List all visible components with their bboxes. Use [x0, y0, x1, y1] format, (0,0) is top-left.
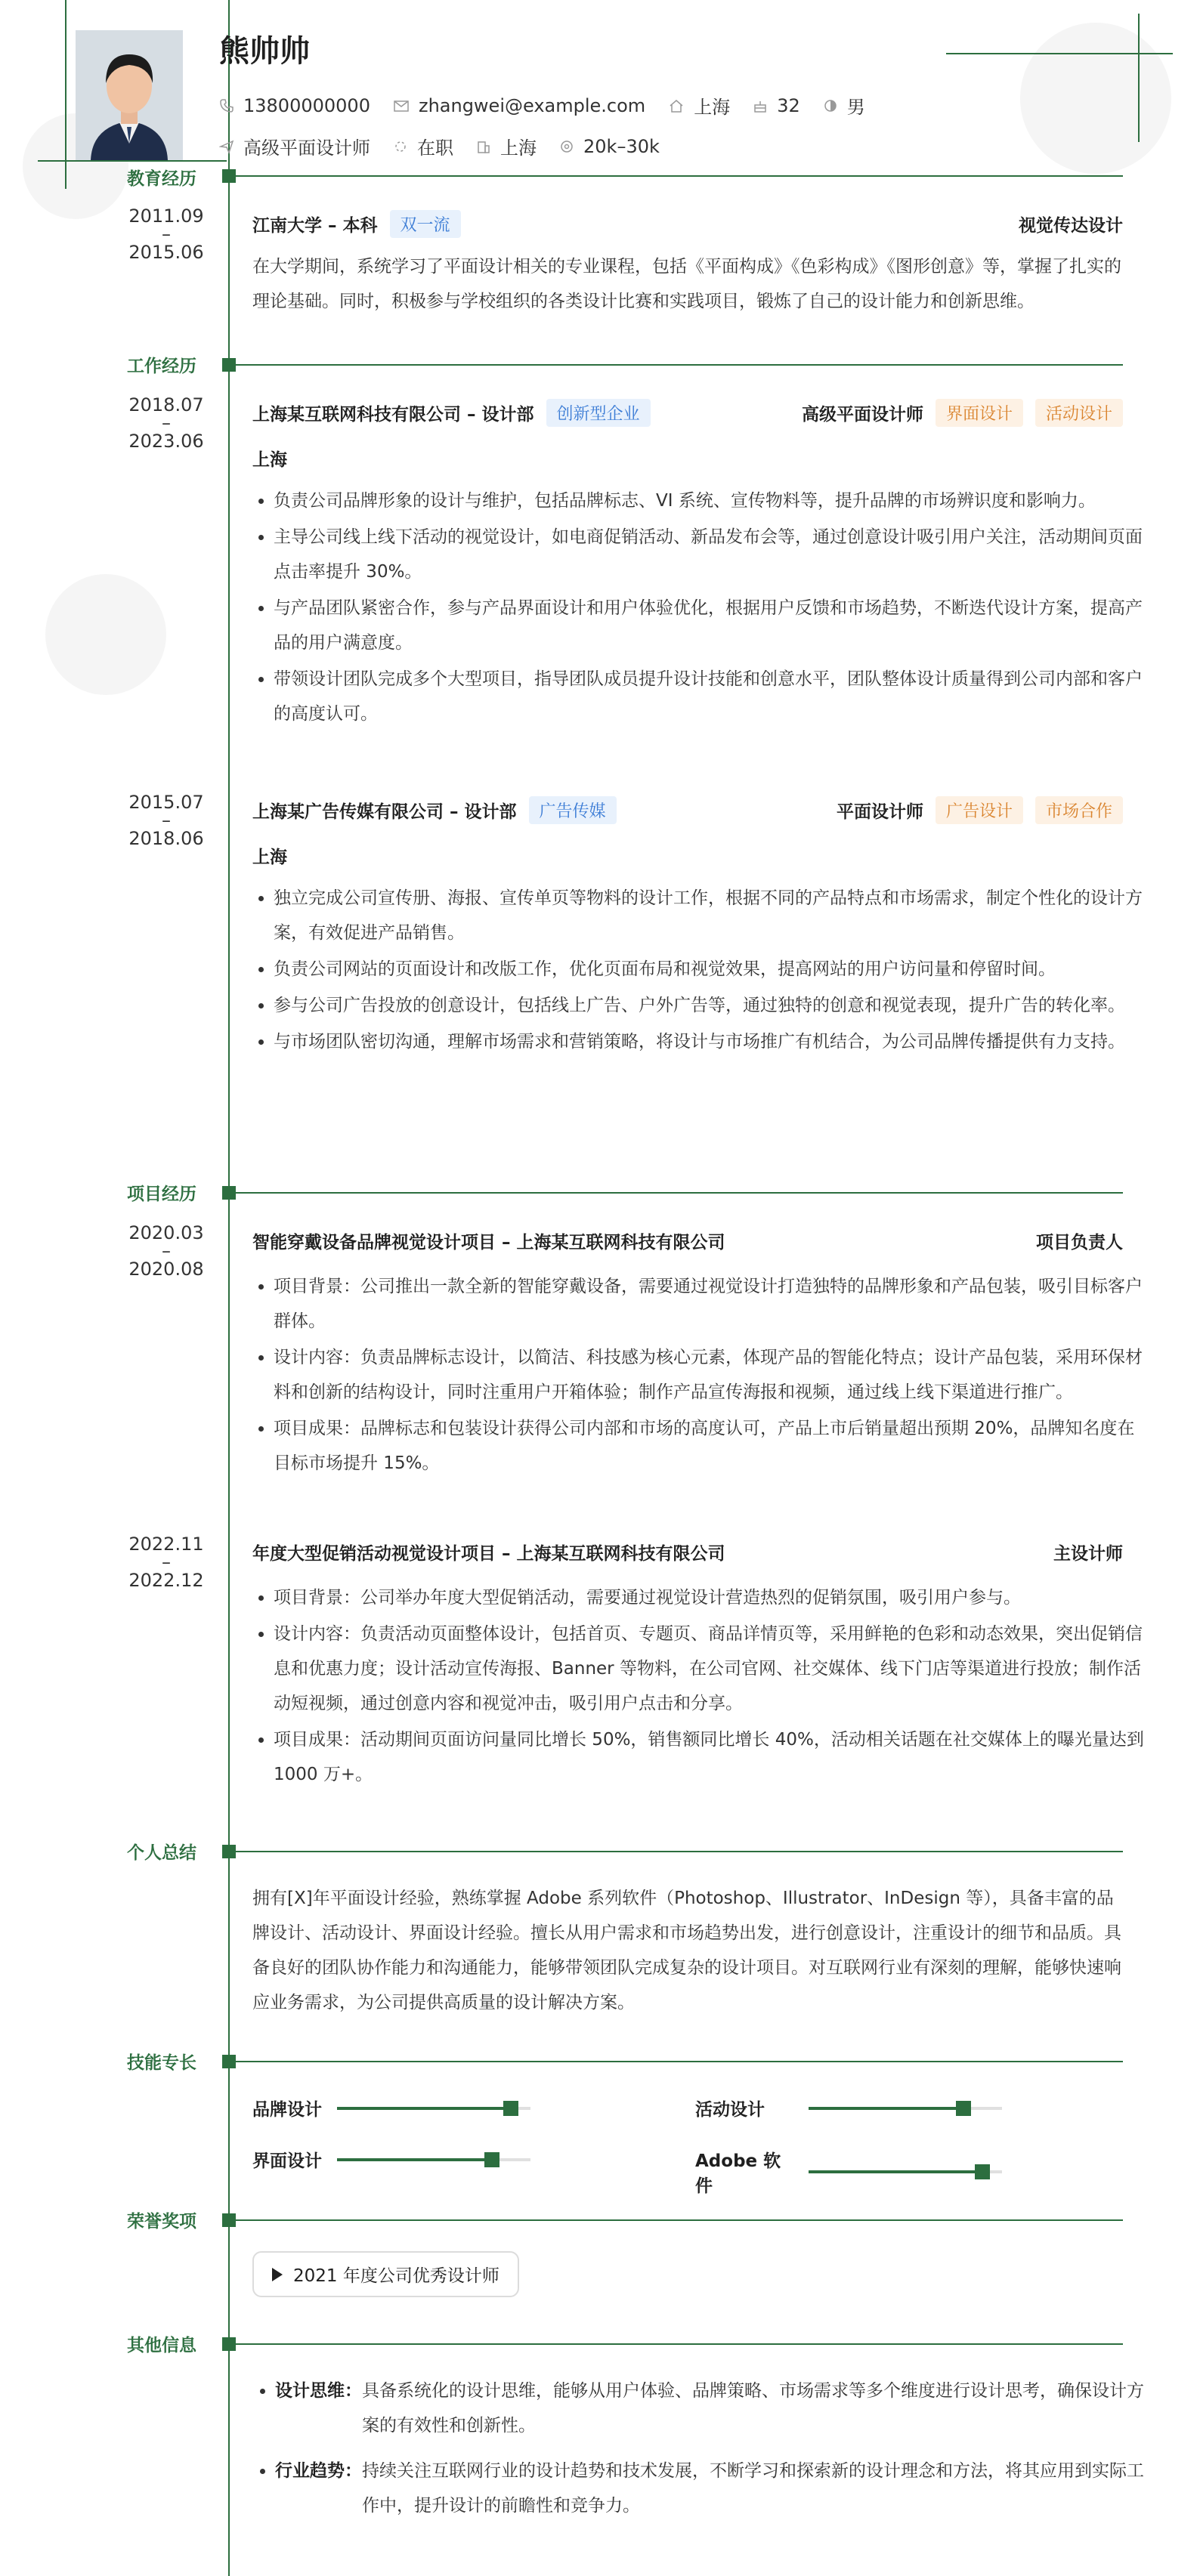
other-info-key: • 设计思维： [275, 2381, 362, 2401]
skill-bar [337, 2107, 530, 2110]
section-divider [236, 2061, 1123, 2062]
list-item: • 与市场团队密切沟通，理解市场需求和营销策略，将设计与市场推广有机结合，为公司品牌传播提供有力支持。 [274, 1024, 1144, 1059]
skill-bar [809, 2107, 1002, 2110]
gender-info [823, 92, 865, 119]
email-address: zhangwei@example.com [418, 94, 646, 116]
profile-photo [76, 30, 183, 160]
age: 32 [777, 94, 800, 116]
work-city-info [476, 133, 537, 159]
status-info [393, 133, 453, 159]
home-icon [668, 98, 685, 113]
company-tag: 创新型企业 [546, 399, 651, 427]
education-header [252, 210, 1123, 238]
skill-item [252, 2147, 530, 2172]
list-item: • 项目成果：品牌标志和包装设计获得公司内部和市场的高度认可，产品上市后销量超出预期 20%，品牌知名度在目标市场提升 15%。 [274, 1411, 1144, 1481]
timeline-line [228, 0, 230, 2576]
skill-name: 活动设计 [695, 2100, 765, 2120]
section-title-projects: 项目经历 [127, 1185, 196, 1204]
city-info [668, 92, 730, 119]
section-divider [236, 175, 1123, 177]
salary-info [559, 136, 660, 157]
decorative-line [946, 53, 1173, 54]
major: 视觉传达设计 [1019, 216, 1123, 236]
skill-name: 界面设计 [252, 2151, 322, 2171]
summary-text: 拥有[X]年平面设计经验，熟练掌握 Adobe 系列软件（Photoshop、Illustrator、InDesign 等），具备丰富的品牌设计、活动设计、界面设计经验。擅长从用户需求和市场趋势出发，进行创意设计，注重设计的细节和品质。具备良好的团队协作能力和沟通能力，能够带领团队完成复杂的设计项目。对互联网行业有深刻的理解，能够快速响应业务需求，为公司提供高质量的设计解决方案。 [252, 1889, 1121, 2012]
list-item: • 项目背景：公司举办年度大型促销活动，需要通过视觉设计营造热烈的促销氛围，吸引用户参与。 [274, 1580, 1144, 1615]
list-item: • 主导公司线上线下活动的视觉设计，如电商促销活动、新品发布会等，通过创意设计吸引用户关注，活动期间页面点击率提升 30%。 [274, 520, 1144, 589]
project-role: 项目负责人 [1036, 1233, 1123, 1252]
work-location: 上海 [252, 450, 287, 470]
skill-bar [337, 2158, 530, 2161]
phone-number: 13800000000 [243, 94, 370, 116]
education-description: 在大学期间，系统学习了平面设计相关的专业课程，包括《平面构成》《色彩构成》《图形创意》等，掌握了扎实的理论基础。同时，积极参与学校组织的各类设计比赛和实践项目，锻炼了自己的设计能力和创新思维。 [252, 257, 1121, 311]
section-marker [222, 1845, 236, 1858]
skill-item [695, 2147, 1002, 2197]
section-divider [236, 1192, 1123, 1194]
decorative-circle [45, 574, 166, 695]
role-tag: 广告设计 [936, 796, 1023, 824]
other-info-key: • 行业趋势： [275, 2461, 362, 2481]
project-role: 主设计师 [1053, 1544, 1123, 1564]
skill-name: 品牌设计 [252, 2100, 322, 2120]
project-header [252, 1540, 1123, 1564]
company-tag: 广告传媒 [529, 796, 617, 824]
list-item: • 负责公司网站的页面设计和改版工作，优化页面布局和视觉效果，提高网站的用户访问量和停留时间。 [274, 952, 1144, 987]
section-divider [236, 2219, 1123, 2221]
section-title-summary: 个人总结 [127, 1843, 196, 1863]
other-info-value: 持续关注互联网行业的设计趋势和技术发展，不断学习和探索新的设计理念和方法，将其应用到实际工作中，提升设计的前瞻性和竞争力。 [362, 2461, 1144, 2516]
email-info [393, 95, 645, 116]
expected-salary: 20k–30k [583, 135, 660, 157]
company-name: 上海某互联网科技有限公司 – 设计部 [252, 405, 534, 425]
project-bullets [252, 1580, 1144, 1793]
cake-icon [753, 98, 768, 113]
email-icon [393, 98, 410, 113]
section-marker [222, 1186, 236, 1200]
list-item: • 与产品团队紧密合作，参与产品界面设计和用户体验优化，根据用户反馈和市场趋势，不断迭代设计方案，提高产品的用户满意度。 [274, 591, 1144, 660]
gender-icon [823, 98, 838, 113]
list-item: • 项目成果：活动期间页面访问量同比增长 50%，销售额同比增长 40%，活动相关话题在社交媒体上的曝光量达到 1000 万+。 [274, 1722, 1144, 1792]
award-item[interactable] [252, 2251, 519, 2297]
list-item: • 设计内容：负责品牌标志设计，以简洁、科技感为核心元素，体现产品的智能化特点；设计产品包装，采用环保材料和创新的结构设计，同时注重用户开箱体验；制作产品宣传海报和视频，通过线上线下渠道进行推广。 [274, 1340, 1144, 1410]
candidate-name: 熊帅帅 [219, 34, 310, 69]
gender: 男 [846, 97, 865, 118]
target-position: 高级平面设计师 [243, 137, 370, 159]
play-icon [272, 2268, 283, 2281]
phone-icon [219, 98, 234, 113]
skill-item [695, 2096, 1002, 2120]
city: 上海 [694, 97, 731, 118]
role-tag: 活动设计 [1035, 399, 1123, 427]
section-divider [236, 2343, 1123, 2345]
project-name: 智能穿戴设备品牌视觉设计项目 – 上海某互联网科技有限公司 [252, 1233, 725, 1252]
age-info [753, 95, 800, 116]
list-item: • 项目背景：公司推出一款全新的智能穿戴设备，需要通过视觉设计打造独特的品牌形象和产品包装，吸引目标客户群体。 [274, 1269, 1144, 1339]
list-item [275, 2374, 1146, 2443]
work-header [252, 796, 1123, 824]
other-info-list [252, 2374, 1146, 2534]
award-name: 2021 年度公司优秀设计师 [293, 2266, 499, 2286]
loader-icon [393, 139, 408, 154]
section-title-other: 其他信息 [127, 2336, 196, 2355]
list-item: • 设计内容：负责活动页面整体设计，包括首页、专题页、商品详情页等，采用鲜艳的色彩和动态效果，突出促销信息和优惠力度；设计活动宣传海报、Banner 等物料，在公司官网、社交媒体、线下门店等渠道进行投放；制作活动短视频，通过创意内容和视觉冲击，吸引用户点击和分享。 [274, 1617, 1144, 1721]
list-item: • 参与公司广告投放的创意设计，包括线上广告、户外广告等，通过独特的创意和视觉表现，提升广告的转化率。 [274, 988, 1144, 1023]
education-date: 2011.09 – 2015.06 [128, 205, 204, 263]
school-tag: 双一流 [390, 210, 461, 238]
section-marker [222, 358, 236, 372]
company-name: 上海某广告传媒有限公司 – 设计部 [252, 802, 517, 822]
send-icon [219, 139, 234, 154]
work-date: 2015.07 – 2018.06 [128, 792, 204, 849]
section-divider [236, 364, 1123, 366]
project-bullets [252, 1269, 1144, 1482]
work-location: 上海 [252, 848, 287, 867]
skill-bar [809, 2170, 1002, 2173]
section-marker [222, 2055, 236, 2068]
building-icon [476, 139, 491, 154]
job-role: 平面设计师 [836, 802, 923, 822]
list-item: • 负责公司品牌形象的设计与维护，包括品牌标志、VI 系统、宣传物料等，提升品牌的市场辨识度和影响力。 [274, 483, 1144, 518]
employment-status: 在职 [417, 137, 453, 159]
work-date: 2018.07 – 2023.06 [128, 394, 204, 452]
work-bullets [252, 483, 1144, 733]
coin-icon [559, 139, 574, 154]
project-date: 2022.11 – 2022.12 [128, 1534, 204, 1591]
project-name: 年度大型促销活动视觉设计项目 – 上海某互联网科技有限公司 [252, 1544, 725, 1564]
section-marker [222, 169, 236, 183]
project-date: 2020.03 – 2020.08 [128, 1222, 204, 1280]
decorative-circle [1020, 23, 1171, 174]
role-tag: 市场合作 [1035, 796, 1123, 824]
work-header [252, 399, 1123, 427]
role-tag: 界面设计 [936, 399, 1023, 427]
job-intent-row [219, 133, 682, 159]
decorative-line [1138, 14, 1140, 142]
list-item: • 独立完成公司宣传册、海报、宣传单页等物料的设计工作，根据不同的产品特点和市场需求，制定个性化的设计方案，有效促进产品销售。 [274, 881, 1144, 950]
phone-info [219, 95, 370, 116]
work-bullets [252, 881, 1144, 1061]
section-marker [222, 2337, 236, 2351]
section-marker [222, 2213, 236, 2227]
work-city: 上海 [500, 137, 537, 159]
section-title-skills: 技能专长 [127, 2053, 196, 2073]
school-name: 江南大学 – 本科 [252, 216, 378, 236]
section-divider [236, 1851, 1123, 1852]
job-role: 高级平面设计师 [801, 405, 923, 425]
decorative-line [38, 160, 227, 162]
section-title-awards: 荣誉奖项 [127, 2212, 196, 2232]
contact-row [219, 92, 888, 119]
avatar [76, 30, 183, 160]
position-info [219, 133, 370, 159]
list-item [275, 2454, 1146, 2523]
section-title-work: 工作经历 [127, 357, 196, 376]
project-header [252, 1228, 1123, 1253]
other-info-value: 具备系统化的设计思维，能够从用户体验、品牌策略、市场需求等多个维度进行设计思考，确保设计方案的有效性和创新性。 [362, 2381, 1144, 2435]
skill-item [252, 2096, 530, 2120]
list-item: • 带领设计团队完成多个大型项目，指导团队成员提升设计技能和创意水平，团队整体设计质量得到公司内部和客户的高度认可。 [274, 662, 1144, 731]
section-title-education: 教育经历 [127, 169, 196, 189]
skill-name: Adobe 软件 [695, 2151, 781, 2196]
